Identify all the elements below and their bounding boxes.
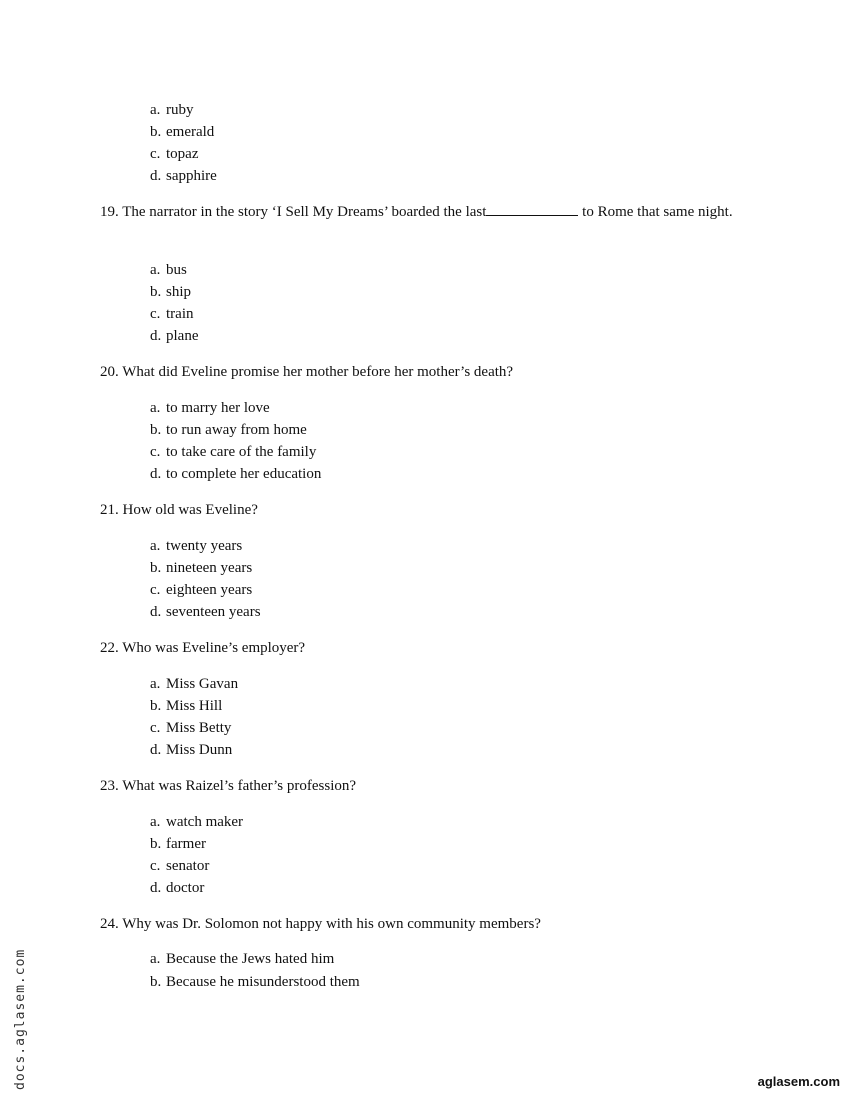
- option: b. farmer: [150, 836, 206, 852]
- q23-options: [150, 811, 243, 899]
- q22-options: [150, 673, 238, 761]
- question-20: 20. What did Eveline promise her mother before her mother’s death?: [100, 364, 514, 380]
- question-24: 24. Why was Dr. Solomon not happy with his own community members?: [100, 916, 541, 932]
- option: c. topaz: [150, 146, 199, 162]
- option: a. bus: [150, 262, 187, 278]
- option: d. seventeen years: [150, 604, 261, 620]
- q20-options: [150, 397, 321, 485]
- option: c. train: [150, 306, 194, 322]
- q18-options: [150, 99, 217, 187]
- option: a. watch maker: [150, 814, 244, 830]
- q24-options: [150, 948, 360, 994]
- brand-footer: aglasem.com: [757, 1074, 840, 1089]
- option: b. Miss Hill: [150, 698, 223, 714]
- option: c. to take care of the family: [150, 444, 317, 460]
- question-22: 22. Who was Eveline’s employer?: [100, 640, 306, 656]
- option: b. to run away from home: [150, 422, 307, 438]
- option: d. to complete her education: [150, 466, 322, 482]
- option: d. plane: [150, 328, 199, 344]
- option: b. ship: [150, 284, 192, 300]
- option: a. Because the Jews hated him: [150, 951, 335, 967]
- option: b. emerald: [150, 124, 215, 140]
- option: b. nineteen years: [150, 560, 253, 576]
- question-23: 23. What was Raizel’s father’s profession?: [100, 778, 357, 794]
- option: c. Miss Betty: [150, 720, 232, 736]
- option: c. eighteen years: [150, 582, 253, 598]
- option: d. Miss Dunn: [150, 742, 233, 758]
- option: a. to marry her love: [150, 400, 270, 416]
- option: a. ruby: [150, 102, 194, 118]
- side-watermark: docs.aglasem.com: [13, 948, 28, 1090]
- question-21: 21. How old was Eveline?: [100, 502, 258, 518]
- answer-blank: [486, 201, 578, 216]
- option: c. senator: [150, 858, 210, 874]
- option: a. twenty years: [150, 538, 243, 554]
- option: b. Because he misunderstood them: [150, 974, 360, 990]
- q21-options: [150, 535, 261, 623]
- option: a. Miss Gavan: [150, 676, 239, 692]
- option: d. doctor: [150, 880, 205, 896]
- option: d. sapphire: [150, 168, 217, 184]
- q19-options: [150, 259, 198, 347]
- question-19: 19. The narrator in the story ‘I Sell My Dreams’ boarded the last to Rome that same night.: [100, 201, 740, 224]
